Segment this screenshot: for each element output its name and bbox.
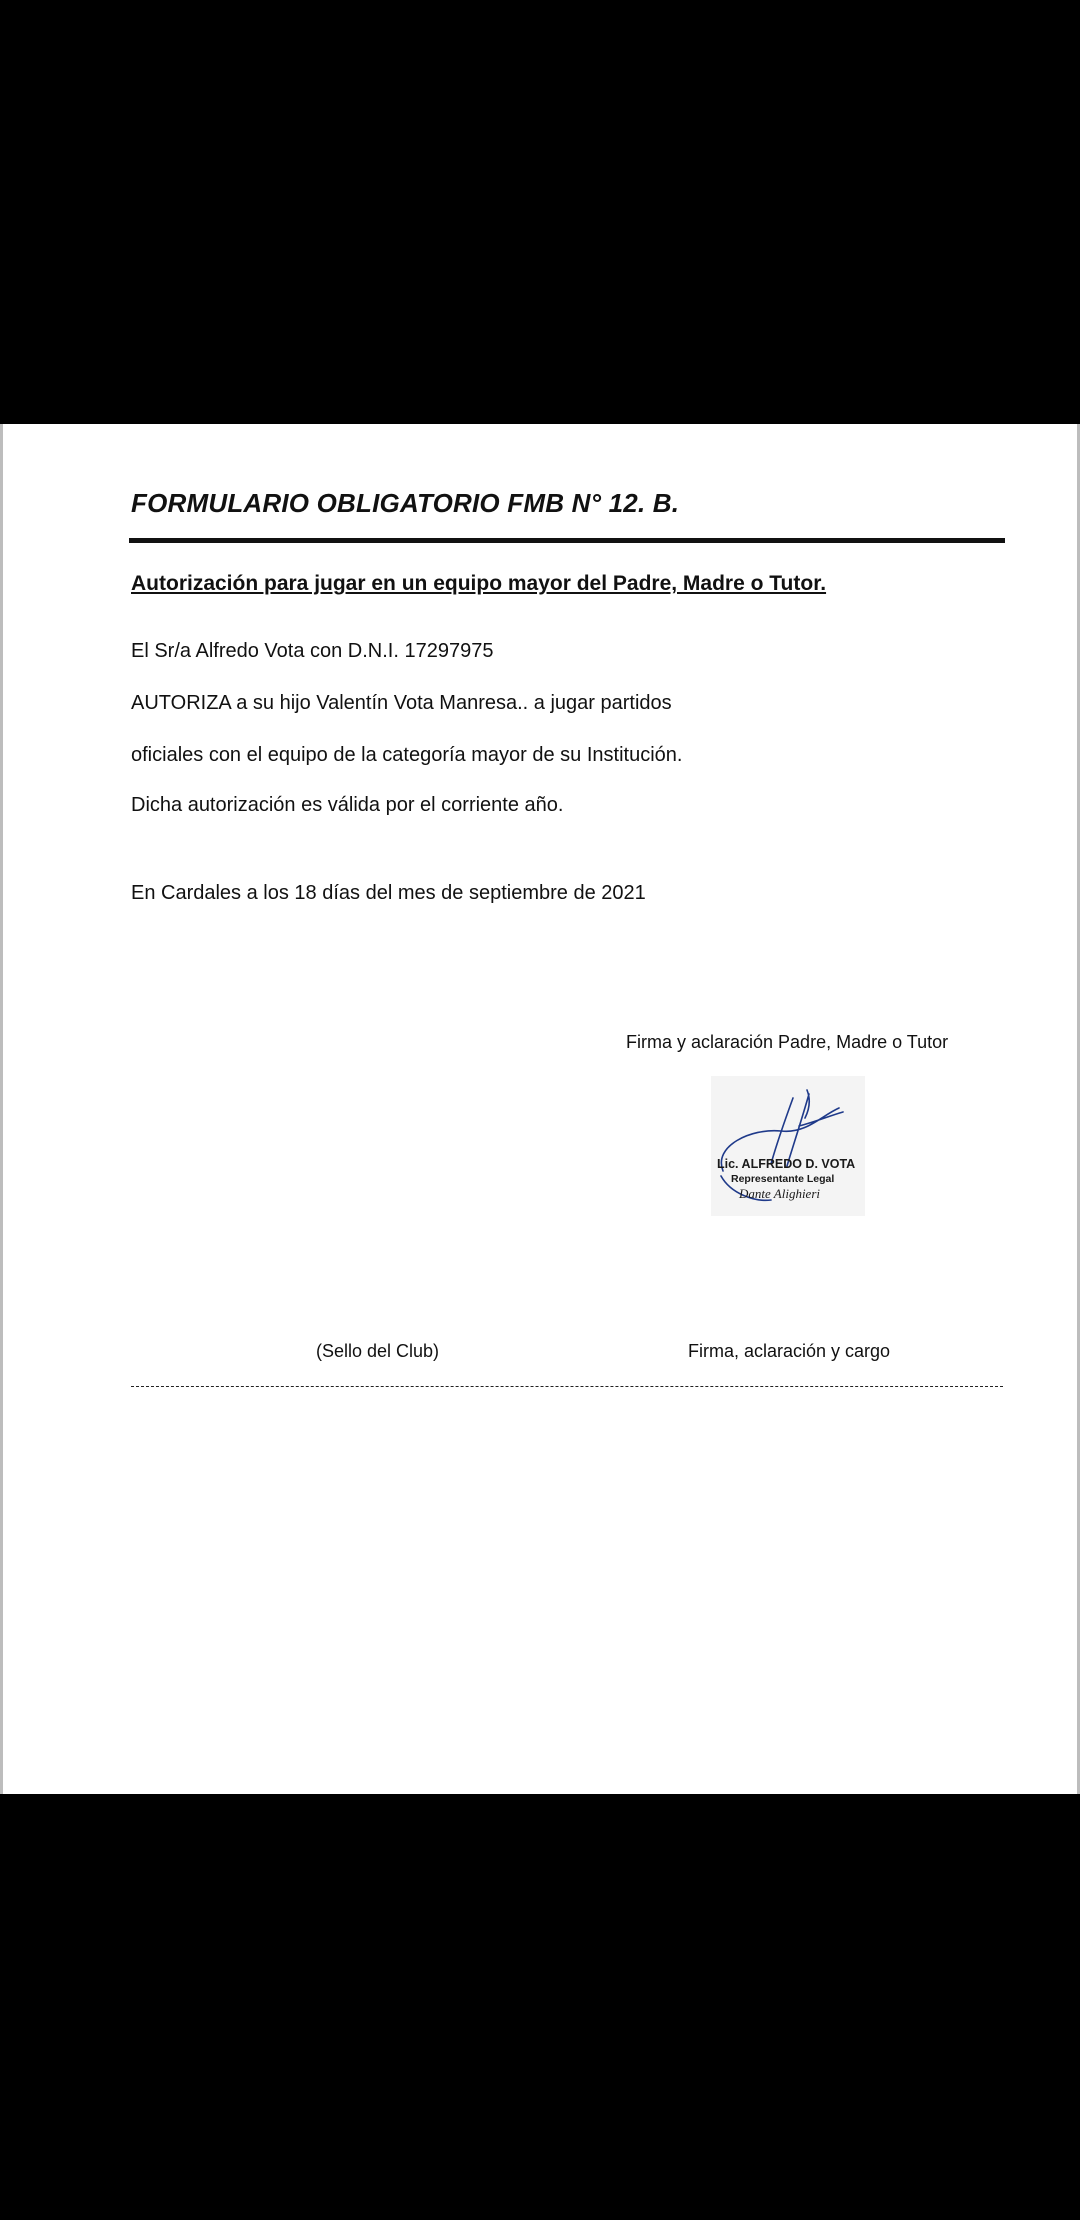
parent-signature-label: Firma y aclaración Padre, Madre o Tutor [626, 1032, 949, 1052]
title-rule [129, 538, 1005, 543]
signature-stamp-image [711, 1076, 865, 1216]
body-line-authorizes: AUTORIZA a su hijo Valentín Vota Manresa.. a jugar partidos [131, 692, 672, 714]
body-line-parent: El Sr/a Alfredo Vota con D.N.I. 17297975 [131, 640, 494, 662]
club-stamp-label: (Sello del Club) [316, 1341, 440, 1361]
document-page [0, 424, 1080, 1794]
form-title: FORMULARIO OBLIGATORIO FMB N° 12. B. [131, 488, 680, 518]
form-subtitle: Autorización para jugar en un equipo mayor del Padre, Madre o Tutor. [131, 572, 827, 595]
stamp-institution: Dante Alighieri [739, 1186, 821, 1201]
stamp-role: Representante Legal [731, 1173, 835, 1185]
stamp-name: Lic. ALFREDO D. VOTA [717, 1157, 856, 1171]
body-line-date: En Cardales a los 18 días del mes de septiembre de 2021 [131, 882, 646, 904]
club-signature-label: Firma, aclaración y cargo [688, 1341, 891, 1361]
body-line-validity: Dicha autorización es válida por el corriente año. [131, 794, 564, 816]
body-line-official: oficiales con el equipo de la categoría mayor de su Institución. [131, 744, 683, 766]
dashed-separator [131, 1386, 1003, 1387]
